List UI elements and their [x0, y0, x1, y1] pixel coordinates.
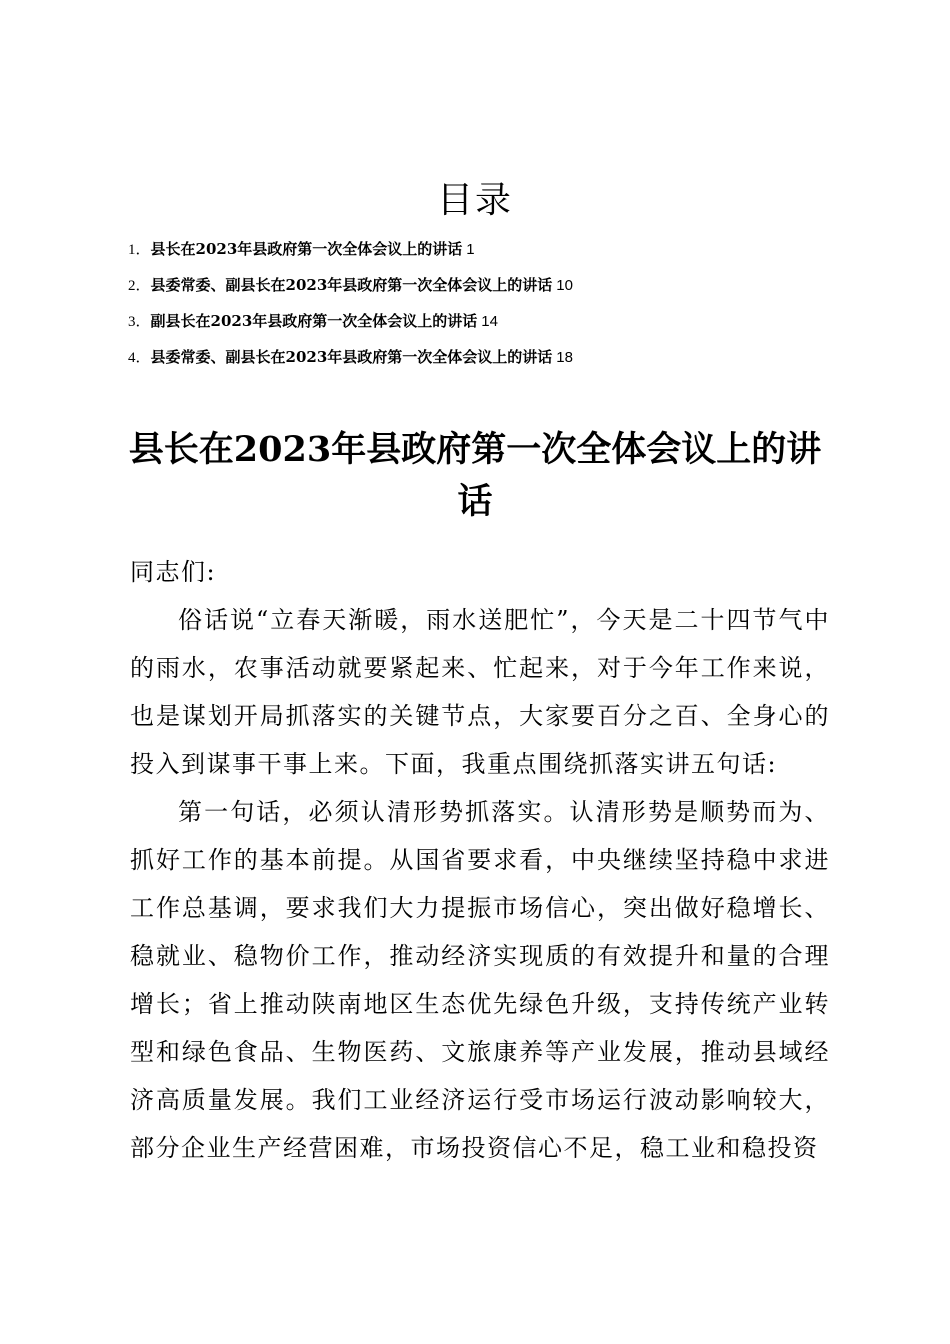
toc-item-page: 14 — [481, 313, 498, 330]
toc-title: 目录 — [436, 180, 513, 221]
toc-item-number: 1． — [128, 242, 151, 258]
toc-item-page: 18 — [556, 349, 573, 366]
toc-item-page: 10 — [556, 277, 573, 294]
toc-item-number: 4． — [128, 350, 151, 366]
toc-item[interactable] — [128, 342, 828, 378]
body-paragraph: 第一句话，必须认清形势抓落实。认清形势是顺势而为、抓好工作的基本前提。从国省要求看，中央继续坚持稳中求进工作总基调，要求我们大力提振市场信心，突出做好稳增长、稳就业、稳物价工作，推动经济实现质的有效提升和量的合理增长；省上推动陕南地区生态优先绿色升级，支持传统产业转型和绿色食品、生物医药、文旅康养等产业发展，推动县域经济高质量发展。我们工业经济运行受市场运行波动影响较大，部分企业生产经营困难，市场投资信心不足，稳工业和稳投资 — [130, 798, 830, 1162]
salutation: 同志们: — [130, 558, 217, 586]
toc-item-text: 副县长在2023年县政府第一次全体会议上的讲话 — [150, 312, 478, 330]
toc-item[interactable] — [128, 306, 828, 342]
toc-item-text: 县委常委、副县长在2023年县政府第一次全体会议上的讲话 — [150, 276, 553, 294]
toc-item-page: 1 — [466, 241, 475, 258]
toc-item-number: 2． — [128, 278, 151, 294]
toc-item-text: 县委常委、副县长在2023年县政府第一次全体会议上的讲话 — [150, 348, 553, 366]
toc-item[interactable] — [128, 234, 828, 270]
toc-item[interactable] — [128, 270, 828, 306]
article-body — [130, 548, 830, 1172]
article-title: 县长在2023年县政府第一次全体会议上的讲话 — [128, 429, 822, 522]
body-paragraph: 俗话说“立春天渐暖，雨水送肥忙”，今天是二十四节气中的雨水，农事活动就要紧起来、忙起来，对于今年工作来说，也是谋划开局抓落实的关键节点，大家要百分之百、全身心的投入到谋事干事上来。下面，我重点围绕抓落实讲五句话: — [130, 606, 830, 778]
toc-item-number: 3． — [128, 314, 151, 330]
toc-item-text: 县长在2023年县政府第一次全体会议上的讲话 — [150, 240, 463, 258]
table-of-contents — [128, 234, 828, 378]
